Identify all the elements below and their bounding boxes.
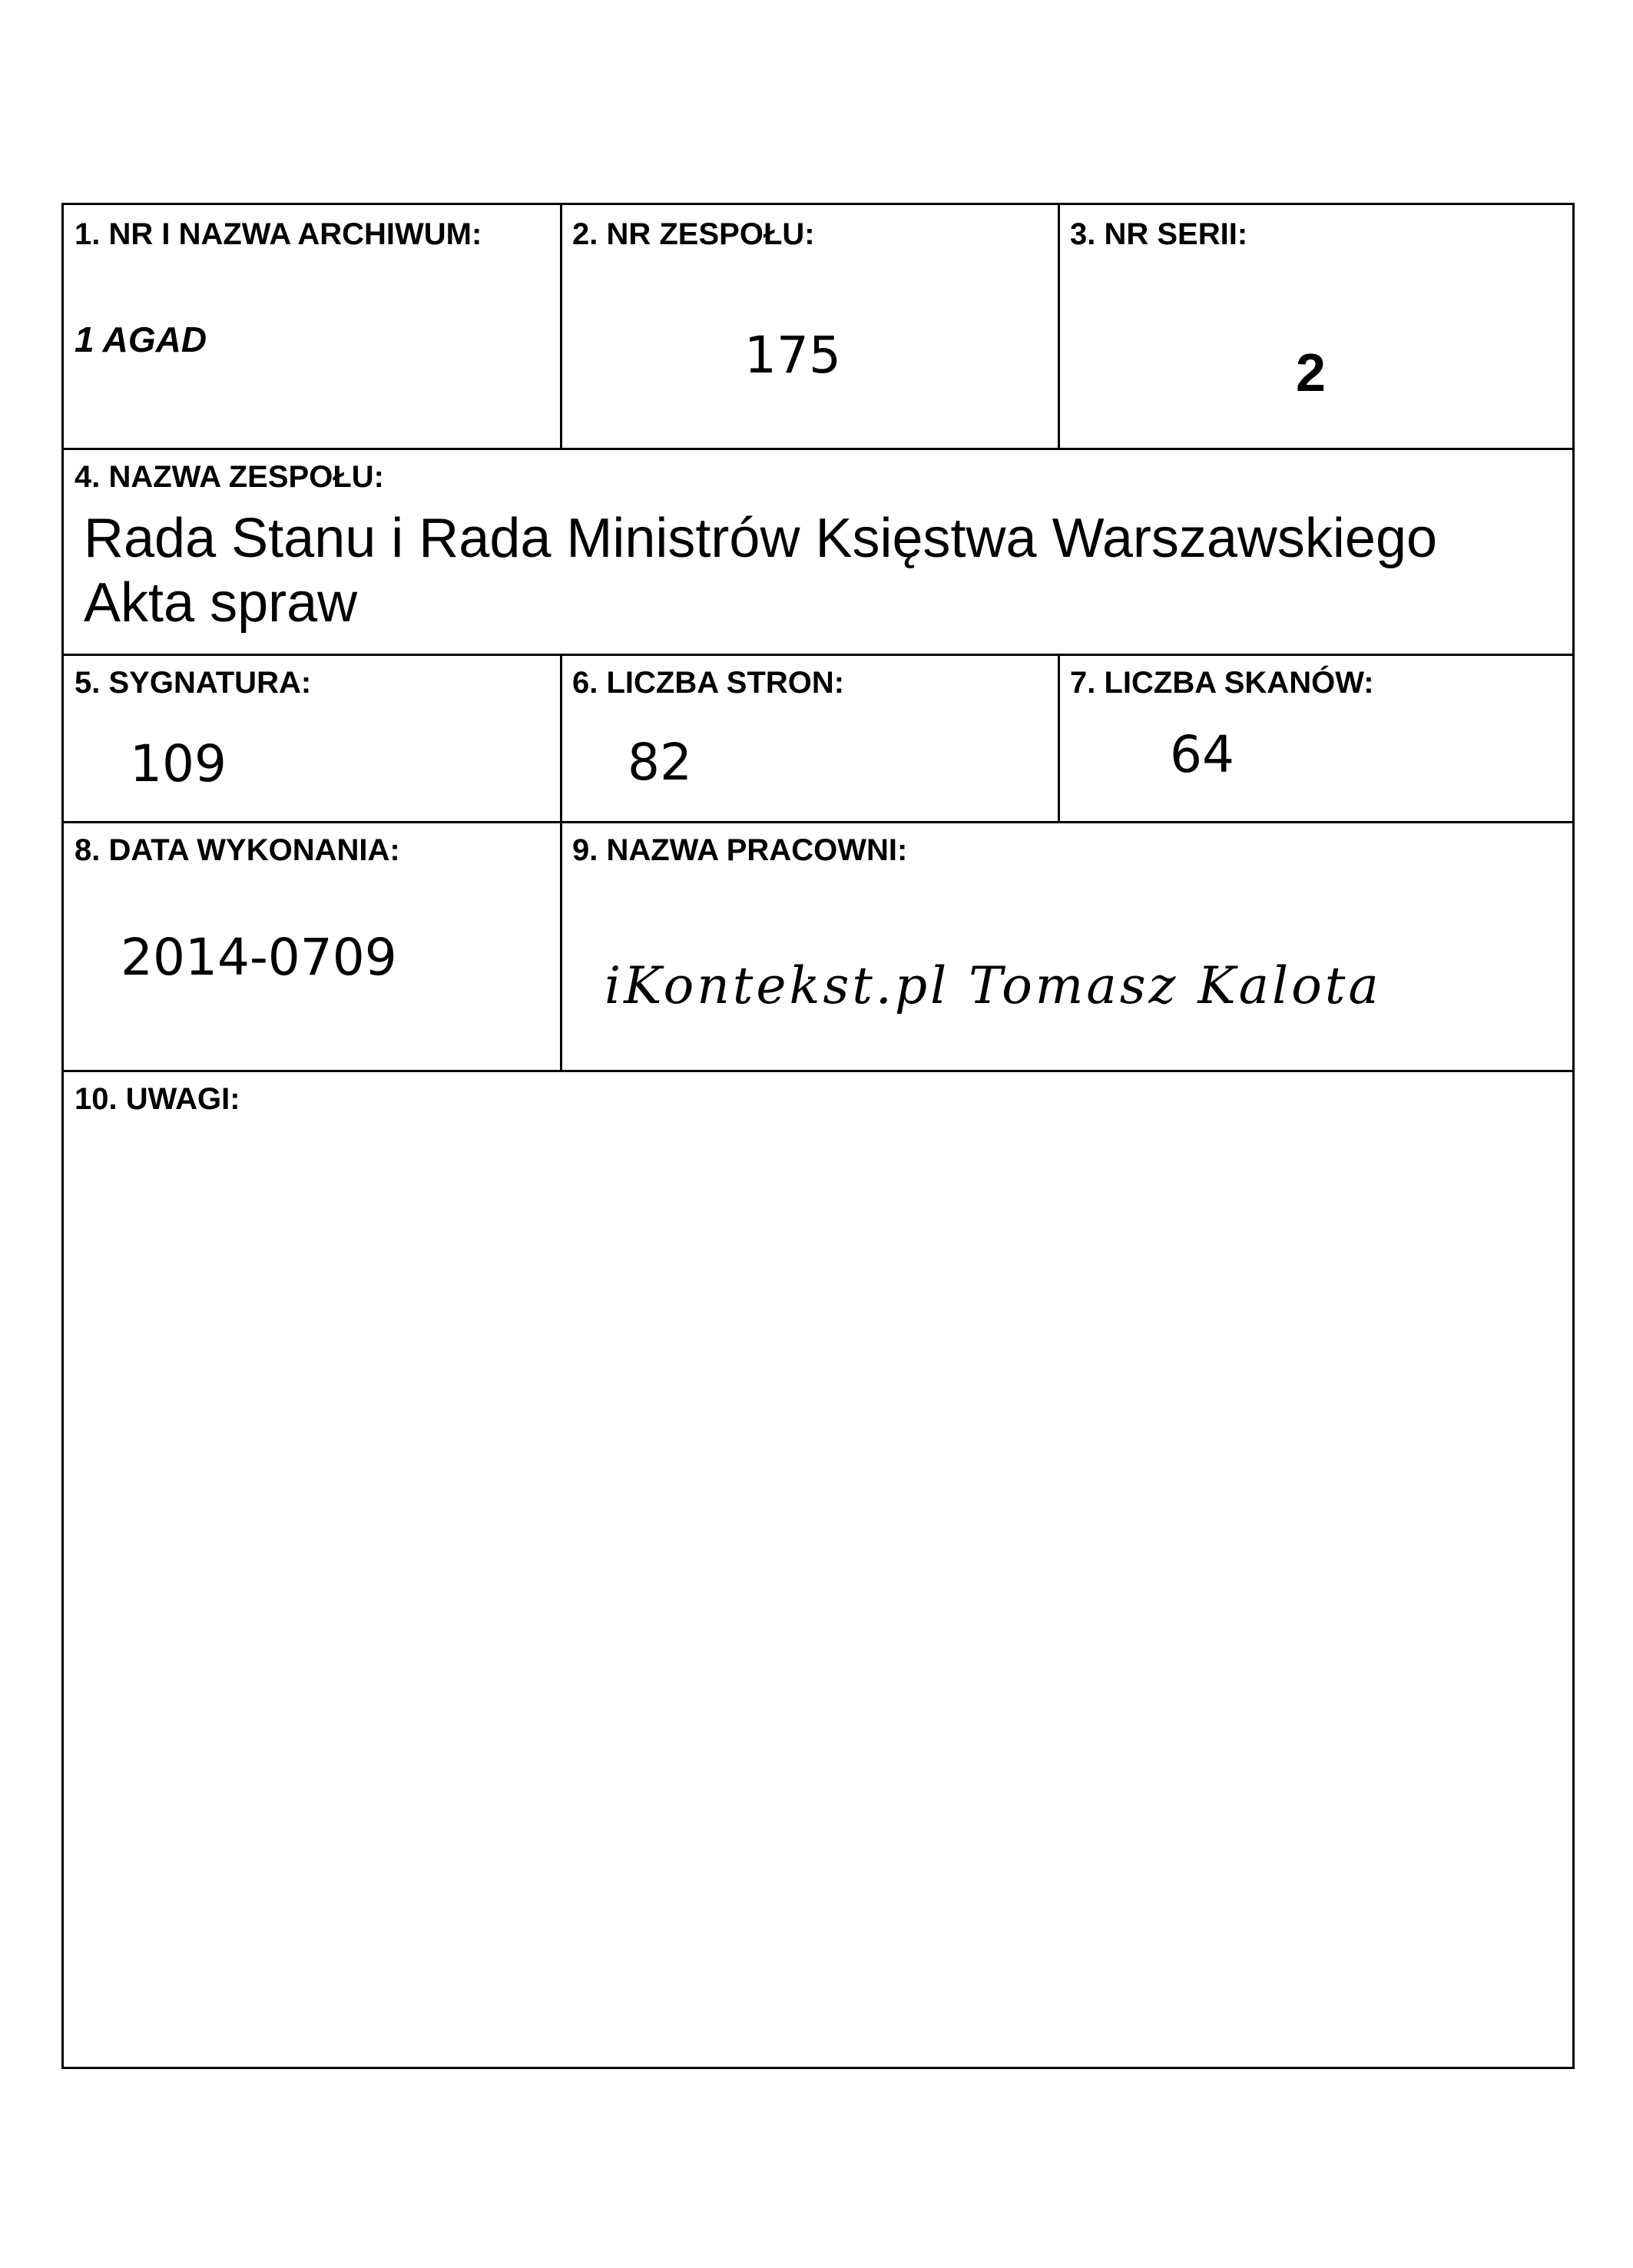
workshop-name-label: 9. NAZWA PRACOWNI: <box>572 833 908 867</box>
page-count-value: 82 <box>628 733 692 792</box>
row-divider <box>64 654 1572 656</box>
column-divider <box>560 205 562 448</box>
scan-count-label: 7. LICZBA SKANÓW: <box>1070 666 1374 700</box>
series-number-label: 3. NR SERII: <box>1070 217 1248 251</box>
series-number-value: 2 <box>1296 343 1326 402</box>
fond-number-label: 2. NR ZESPOŁU: <box>572 217 815 251</box>
row-divider <box>64 448 1572 450</box>
workshop-name-value: iKontekst.pl Tomasz Kalota <box>605 956 1382 1015</box>
archive-value: 1 AGAD <box>75 320 207 359</box>
column-divider <box>560 821 562 1070</box>
row-divider <box>64 821 1572 823</box>
column-divider <box>560 654 562 821</box>
archive-label: 1. NR I NAZWA ARCHIWUM: <box>75 217 482 251</box>
fond-name-label: 4. NAZWA ZESPOŁU: <box>75 460 384 494</box>
fond-name-line2: Akta spraw <box>84 572 358 634</box>
fond-name-line1: Rada Stanu i Rada Ministrów Księstwa Warszawskiego <box>84 508 1438 569</box>
archive-metadata-form <box>61 203 1575 2069</box>
remarks-label: 10. UWAGI: <box>75 1082 240 1116</box>
column-divider <box>1058 205 1060 448</box>
page-count-label: 6. LICZBA STRON: <box>572 666 845 700</box>
scan-count-value: 64 <box>1170 725 1234 784</box>
fond-number-value: 175 <box>744 326 841 385</box>
row-divider <box>64 1070 1572 1072</box>
execution-date-label: 8. DATA WYKONANIA: <box>75 833 400 867</box>
signature-value: 109 <box>130 734 227 793</box>
column-divider <box>1058 654 1060 821</box>
execution-date-value: 2014-0709 <box>121 928 397 987</box>
signature-label: 5. SYGNATURA: <box>75 666 312 700</box>
